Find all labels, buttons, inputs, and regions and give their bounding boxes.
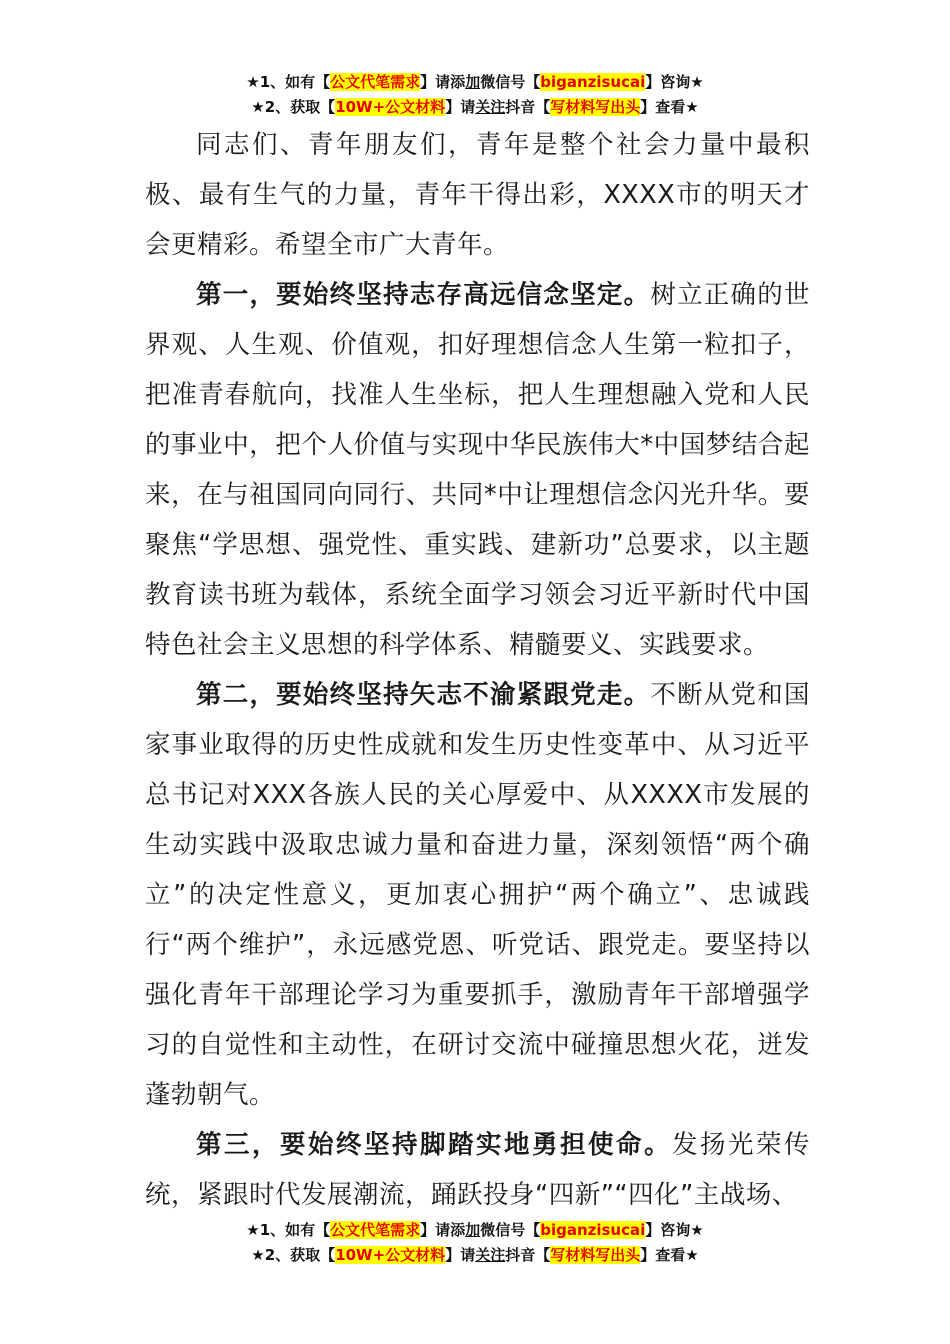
banner-text: 】查看★ — [640, 98, 699, 116]
banner-text: ★2、获取【 — [251, 98, 336, 116]
banner-text: ★1、如有【 — [246, 73, 331, 91]
banner-douyin-account: 写材料写出头 — [550, 1246, 641, 1264]
paragraph-lead: 第三，要始终坚持脚踏实地勇担使命。 — [196, 1130, 672, 1160]
banner-highlight: 公文代笔需求 — [330, 1221, 421, 1239]
banner-line-2 — [0, 1243, 950, 1268]
document-body — [145, 120, 810, 1220]
banner-text: 抖音【 — [505, 98, 551, 116]
banner-underlined-text: 加 — [465, 73, 481, 91]
paragraph — [145, 120, 810, 270]
banner-text: ★1、如有【 — [246, 1221, 331, 1239]
banner-text: 】查看★ — [640, 1246, 699, 1264]
banner-underlined-text: 关注 — [475, 1246, 506, 1264]
banner-text: 微信号【 — [480, 1221, 541, 1239]
paragraph-text: 不断从党和国家事业取得的历史性成就和发生历史性变革中、从习近平总书记对XXX各族人民的关心厚爱中、从XXXX市发展的生动实践中汲取忠诚力量和奋进力量，深刻领悟“两个确立”的决定性意义，更加衷心拥护“两个确立”、忠诚践行“两个维护”，永远感党恩、听党话、跟党走。要坚持以强化青年干部理论学习为重要抓手，激励青年干部增强学习的自觉性和主动性，在研讨交流中碰撞思想火花，迸发蓬勃朝气。 — [145, 680, 810, 1110]
banner-highlight: 10W+公文材料 — [335, 1246, 446, 1264]
banner-text: 】咨询★ — [645, 73, 704, 91]
paragraph-text: 发扬光荣传统，紧跟时代发展潮流，踊跃投身“四新”“四化”主战场、 — [145, 1130, 810, 1210]
paragraph-text: 树立正确的世界观、人生观、价值观，扣好理想信念人生第一粒扣子，把准青春航向，找准人生坐标，把人生理想融入党和人民的事业中，把个人价值与实现中华民族伟大*中国梦结合起来，在与祖国同向同行、共同*中让理想信念闪光升华。要聚焦“学思想、强党性、重实践、建新功”总要求，以主题教育读书班为载体，系统全面学习领会习近平新时代中国特色社会主义思想的科学体系、精髓要义、实践要求。 — [145, 280, 810, 660]
paragraph-text: 同志们、青年朋友们，青年是整个社会力量中最积极、最有生气的力量，青年干得出彩，XXXX市的明天才会更精彩。希望全市广大青年。 — [145, 130, 810, 260]
banner-line-1 — [0, 70, 950, 95]
paragraph — [145, 670, 810, 1120]
banner-highlight: 10W+公文材料 — [335, 98, 446, 116]
banner-line-1 — [0, 1218, 950, 1243]
banner-underlined-text: 加 — [465, 1221, 481, 1239]
banner-text: 】请 — [445, 98, 476, 116]
paragraph-lead: 第二，要始终坚持矢志不渝紧跟党走。 — [196, 680, 651, 710]
banner-text: 】请 — [445, 1246, 476, 1264]
banner-text: 】请添 — [420, 1221, 466, 1239]
banner-highlight: 公文代笔需求 — [330, 73, 421, 91]
header-banner — [0, 70, 950, 120]
banner-underlined-text: 关注 — [475, 98, 506, 116]
banner-line-2 — [0, 95, 950, 120]
footer-banner — [0, 1218, 950, 1268]
banner-text: 抖音【 — [505, 1246, 551, 1264]
banner-wechat-id: biganzisucai — [540, 73, 646, 91]
paragraph — [145, 1120, 810, 1220]
paragraph — [145, 270, 810, 670]
banner-douyin-account: 写材料写出头 — [550, 98, 641, 116]
banner-text: ★2、获取【 — [251, 1246, 336, 1264]
banner-wechat-id: biganzisucai — [540, 1221, 646, 1239]
banner-text: 微信号【 — [480, 73, 541, 91]
banner-text: 】请添 — [420, 73, 466, 91]
banner-text: 】咨询★ — [645, 1221, 704, 1239]
paragraph-lead: 第一，要始终坚持志存高远信念坚定。 — [196, 280, 651, 310]
